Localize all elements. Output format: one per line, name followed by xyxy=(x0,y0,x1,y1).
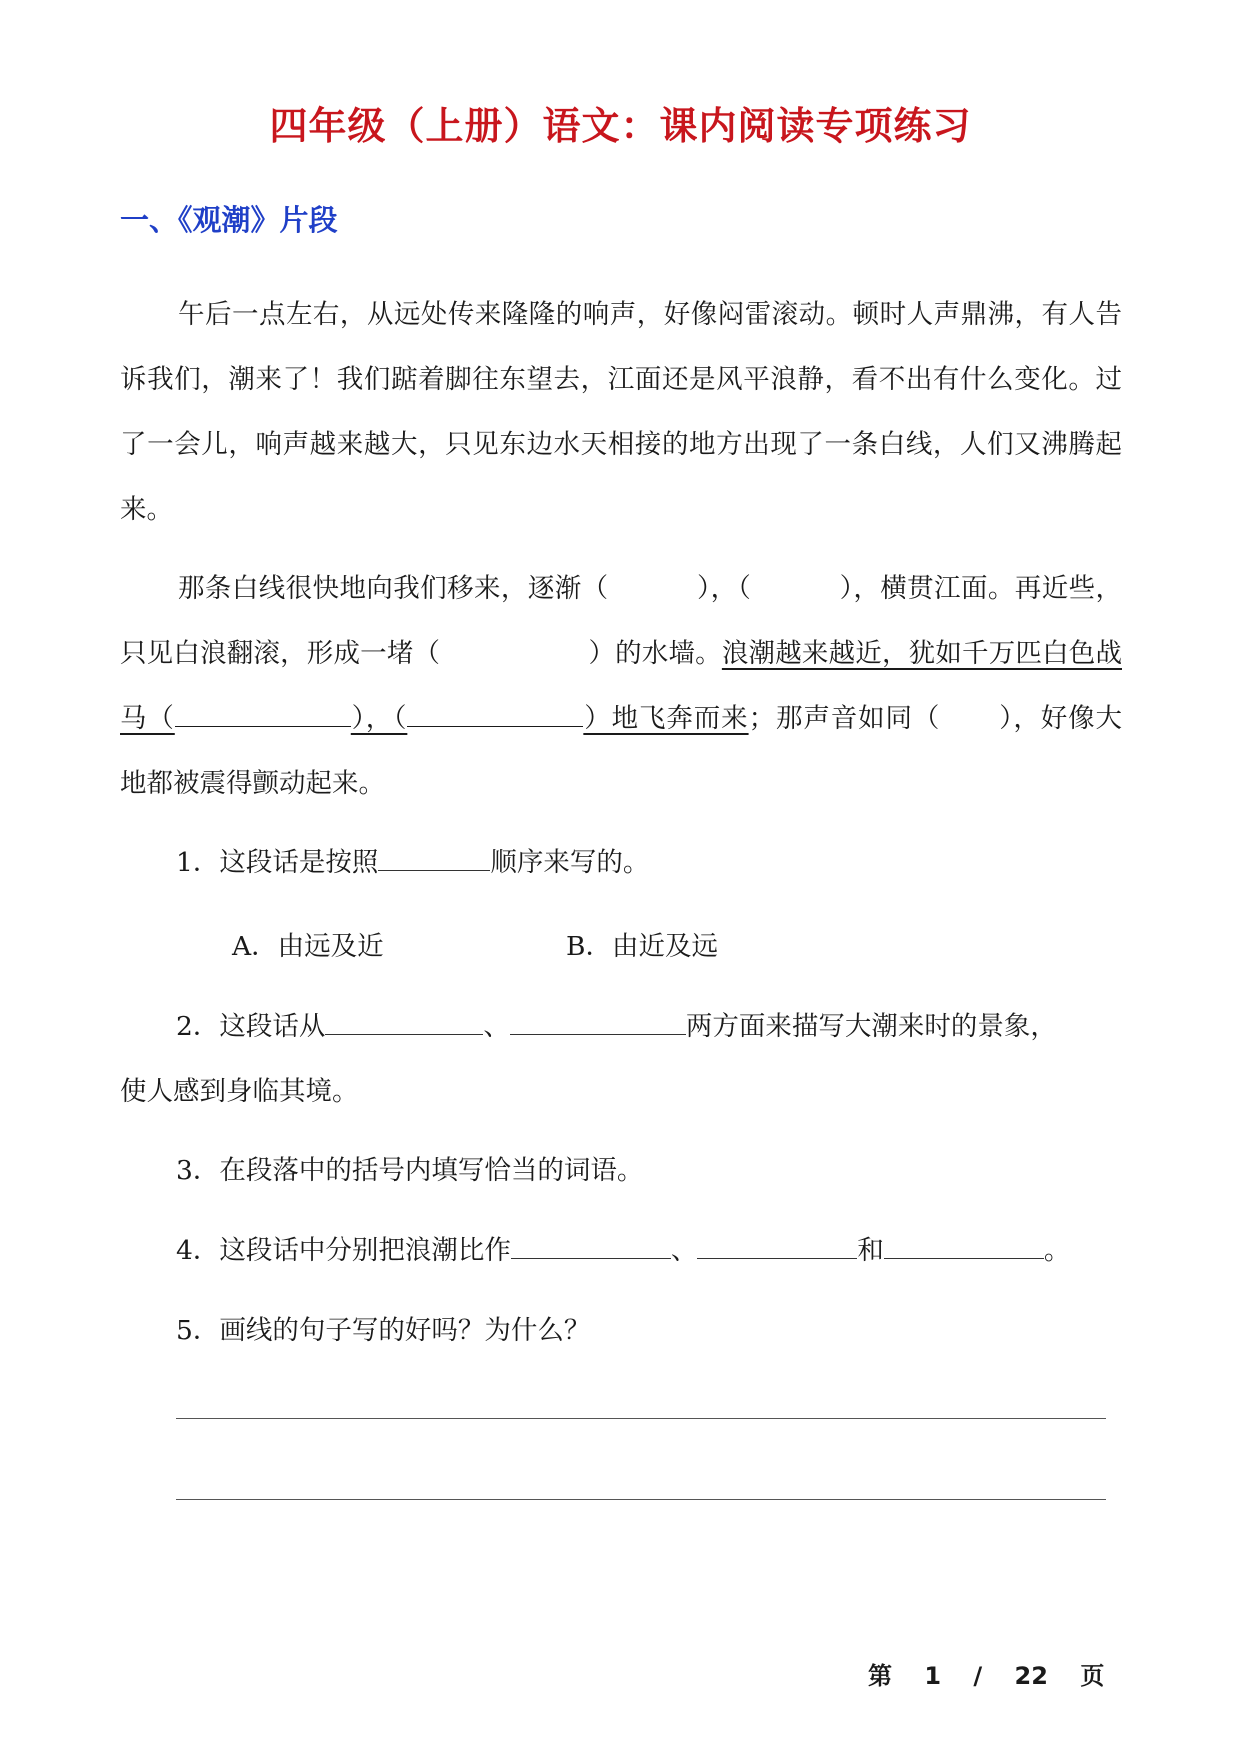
page-label: 第 xyxy=(868,1662,892,1690)
page-label: 页 xyxy=(1080,1662,1105,1690)
passage-text: 浪潮越来越近，犹如千万匹白色战马（ xyxy=(120,638,1122,734)
question-text: 2．这段话从 xyxy=(176,1011,326,1042)
fill-blank[interactable] xyxy=(407,704,583,727)
option-a[interactable]: A．由远及近 xyxy=(232,931,384,962)
section-heading: 一、《观潮》片段 xyxy=(120,203,338,237)
passage-text: ；那声音如同（ xyxy=(748,703,941,734)
page-separator: / xyxy=(973,1662,983,1690)
answer-blank[interactable] xyxy=(884,1234,1044,1259)
passage-text: ）的水墙。 xyxy=(588,638,722,669)
question-3: 3．在段落中的括号内填写恰当的词语。 xyxy=(176,1155,644,1186)
answer-blank[interactable] xyxy=(697,1234,857,1259)
passage-paragraph-2 xyxy=(120,556,1122,816)
passage-text: ），好像大地都被震得颤动起来。 xyxy=(120,703,1123,799)
page-title: 四年级（上册）语文：课内阅读专项练习 xyxy=(269,104,972,148)
question-text: 4．这段话中分别把浪潮比作 xyxy=(176,1235,511,1266)
question-1 xyxy=(176,845,649,881)
question-text: 和 xyxy=(857,1235,884,1266)
page-number xyxy=(868,1656,1104,1691)
question-2-continued: 使人感到身临其境。 xyxy=(120,1076,359,1107)
question-2 xyxy=(176,1009,1057,1045)
answer-blank[interactable] xyxy=(325,1010,483,1035)
answer-blank[interactable] xyxy=(378,846,490,871)
current-page: 1 xyxy=(924,1662,942,1690)
passage-text: 那条白线很快地向我们移来，逐渐（ xyxy=(178,573,609,604)
answer-blank[interactable] xyxy=(510,1010,686,1035)
option-b[interactable]: B．由近及远 xyxy=(566,931,718,962)
passage-text: ），（ xyxy=(696,573,752,604)
question-text: 顺序来写的。 xyxy=(490,847,650,878)
passage-text: ）地飞奔而来 xyxy=(583,703,749,734)
passage-text: ），横贯江面。再近些，只见白浪翻滚，形成一堵（ xyxy=(120,573,1123,669)
fill-blank[interactable] xyxy=(175,704,351,727)
question-5: 5．画线的句子写的好吗？为什么？ xyxy=(176,1315,591,1346)
passage-text: ），（ xyxy=(350,703,408,734)
question-4 xyxy=(176,1233,1070,1269)
question-text: 两方面来描写大潮来时的景象， xyxy=(685,1011,1057,1042)
question-text: 、 xyxy=(670,1235,698,1266)
answer-line[interactable] xyxy=(176,1499,1106,1500)
passage-paragraph-1: 午后一点左右，从远处传来隆隆的响声，好像闷雷滚动。顿时人声鼎沸，有人告诉我们，潮来了！我们踮着脚往东望去，江面还是风平浪静，看不出有什么变化。过了一会儿，响声越来越大，只见东边水天相接的地方出现了一条白线，人们又沸腾起来。 xyxy=(120,299,1122,525)
question-text: 1．这段话是按照 xyxy=(176,847,379,878)
question-text: 、 xyxy=(483,1011,510,1042)
total-pages: 22 xyxy=(1014,1662,1048,1690)
question-text: 。 xyxy=(1043,1235,1071,1266)
answer-line[interactable] xyxy=(176,1418,1106,1419)
answer-blank[interactable] xyxy=(511,1234,671,1259)
